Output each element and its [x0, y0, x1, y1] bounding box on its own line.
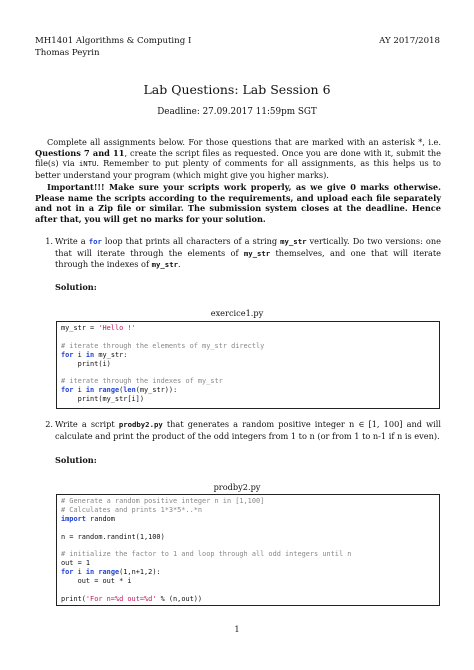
code-token: len: [123, 386, 136, 395]
code-line: [61, 541, 435, 550]
intro-text-1: Complete all assignments below. For those questions that are marked with an asterisk *, i.e.: [47, 137, 441, 147]
page-title: Lab Questions: Lab Session 6: [143, 82, 331, 97]
code-line: [61, 377, 435, 386]
code-token: for: [61, 386, 74, 395]
code-token: in: [85, 386, 95, 395]
code-token: random: [85, 514, 115, 523]
deadline: Deadline: 27.09.2017 11:59pm SGT: [157, 107, 317, 117]
code-line: [61, 497, 435, 506]
code-token: in: [85, 350, 95, 359]
code-line: [61, 386, 435, 395]
code-line: [61, 342, 435, 351]
code-token: # initialize the factor to 1 and loop through all odd integers until n: [61, 550, 352, 559]
q2-text-a: Write a script: [55, 419, 119, 429]
code-token: out = out * i: [61, 577, 132, 586]
code-1-filename: exercice1.py: [210, 308, 264, 318]
question-1-number: 1.: [45, 236, 53, 246]
page-number: 1: [234, 624, 240, 634]
intro-intu: iNTU: [78, 159, 97, 169]
code-token: 'Hello !': [98, 324, 136, 332]
solution-2-label: Solution:: [55, 455, 97, 465]
code-token: (1,n+1,2):: [119, 568, 161, 577]
code-line: [61, 506, 435, 515]
intro-paragraph: [35, 137, 441, 180]
code-token: i: [73, 350, 86, 359]
code-token: out = 1: [61, 559, 91, 568]
course-name: MH1401 Algorithms & Computing I: [35, 36, 192, 46]
code-token: % (n,out)): [156, 594, 203, 603]
code-token: # iterate through the indexes of my_str: [61, 377, 223, 386]
solution-1-label: Solution:: [55, 282, 97, 292]
q2-text-b: that generates a random positive integer n ∈ [1, 100] and will calculate and print the product of the odd integers from 1 to n (or from 1 to n-1 if n is even).: [55, 419, 441, 441]
q1-text-e: .: [177, 259, 181, 270]
code-token: i: [73, 568, 86, 577]
code-line: [61, 586, 435, 595]
q1-var-2: my_str: [243, 248, 271, 258]
code-line: [61, 524, 435, 533]
code-line: [61, 577, 435, 586]
q1-var-3: my_str: [151, 260, 178, 270]
header-left: [35, 36, 191, 59]
code-line: [61, 333, 435, 342]
question-2-text: [55, 419, 441, 441]
code-token: range: [98, 568, 120, 577]
code-line: [61, 515, 435, 524]
question-1: [35, 236, 441, 276]
code-block-2: [56, 494, 440, 606]
code-token: for: [61, 568, 74, 577]
code-token: i: [73, 386, 86, 395]
code-line: [61, 395, 435, 404]
intro-bold-questions: Questions 7 and 11: [35, 147, 125, 158]
code-token: print(i): [61, 359, 111, 368]
code-line: [61, 568, 435, 577]
code-line: [61, 324, 435, 333]
code-line: [61, 559, 435, 568]
code-line: [61, 550, 435, 559]
intro-text-2: , create the script files as requested. Once you are done with it, submit the file(s) via: [35, 147, 441, 169]
code-token: import: [61, 514, 86, 523]
code-token: my_str =: [61, 324, 99, 332]
q1-text-d: themselves, and one that will iterate through the indexes of: [55, 247, 441, 270]
academic-year: AY 2017/2018: [379, 36, 440, 46]
code-line: [61, 595, 435, 604]
question-2-number: 2.: [45, 419, 53, 429]
important-paragraph: Important!!! Make sure your scripts work properly, as we give 0 marks otherwise. Please name the scripts according to the requirements, and upload each file separately and not in a Zip file or similar. The submission system closes at the deadline. Hence after that, you will get no marks for your solution.: [35, 182, 441, 224]
code-token: (: [119, 386, 124, 395]
code-line: [61, 533, 435, 542]
code-token: 'For n=%d out=%d': [85, 594, 157, 603]
question-2: [35, 419, 441, 445]
code-block-1: [56, 321, 440, 409]
code-token: print(my_str[i]): [61, 395, 144, 404]
code-token: print(: [61, 594, 86, 603]
code-token: # Generate a random positive integer n in [1,100]: [61, 497, 265, 505]
question-1-text: [55, 236, 441, 271]
q1-text-c: vertically. Do two versions: one that will iterate through the elements of: [55, 236, 441, 258]
code-line: [61, 351, 435, 360]
author-name: Thomas Peyrin: [35, 47, 100, 58]
code-token: my_str:: [94, 350, 128, 359]
q1-var-1: my_str: [280, 237, 307, 246]
intro-text-3: . Remember to put plenty of comments for all assignments, as this helps us to better understand your program (which might give you higher marks).: [35, 158, 441, 180]
code-line: [61, 360, 435, 369]
code-token: # Calculates and prints 1*3*5*..*n: [61, 505, 203, 514]
q1-text-b: loop that prints all characters of a string: [101, 236, 281, 246]
code-token: (my_str)):: [135, 386, 178, 395]
code-token: for: [61, 350, 74, 359]
q1-keyword-for: for: [88, 237, 102, 246]
code-token: n = random.randint(1,100): [61, 532, 165, 541]
code-line: [61, 368, 435, 377]
q1-text-a: Write a: [55, 236, 89, 246]
q2-script-name: prodby2.py: [118, 420, 163, 429]
code-token: in: [85, 568, 95, 577]
code-2-filename: prodby2.py: [213, 482, 261, 492]
code-token: range: [98, 386, 120, 395]
code-token: # iterate through the elements of my_str directly: [61, 341, 265, 350]
